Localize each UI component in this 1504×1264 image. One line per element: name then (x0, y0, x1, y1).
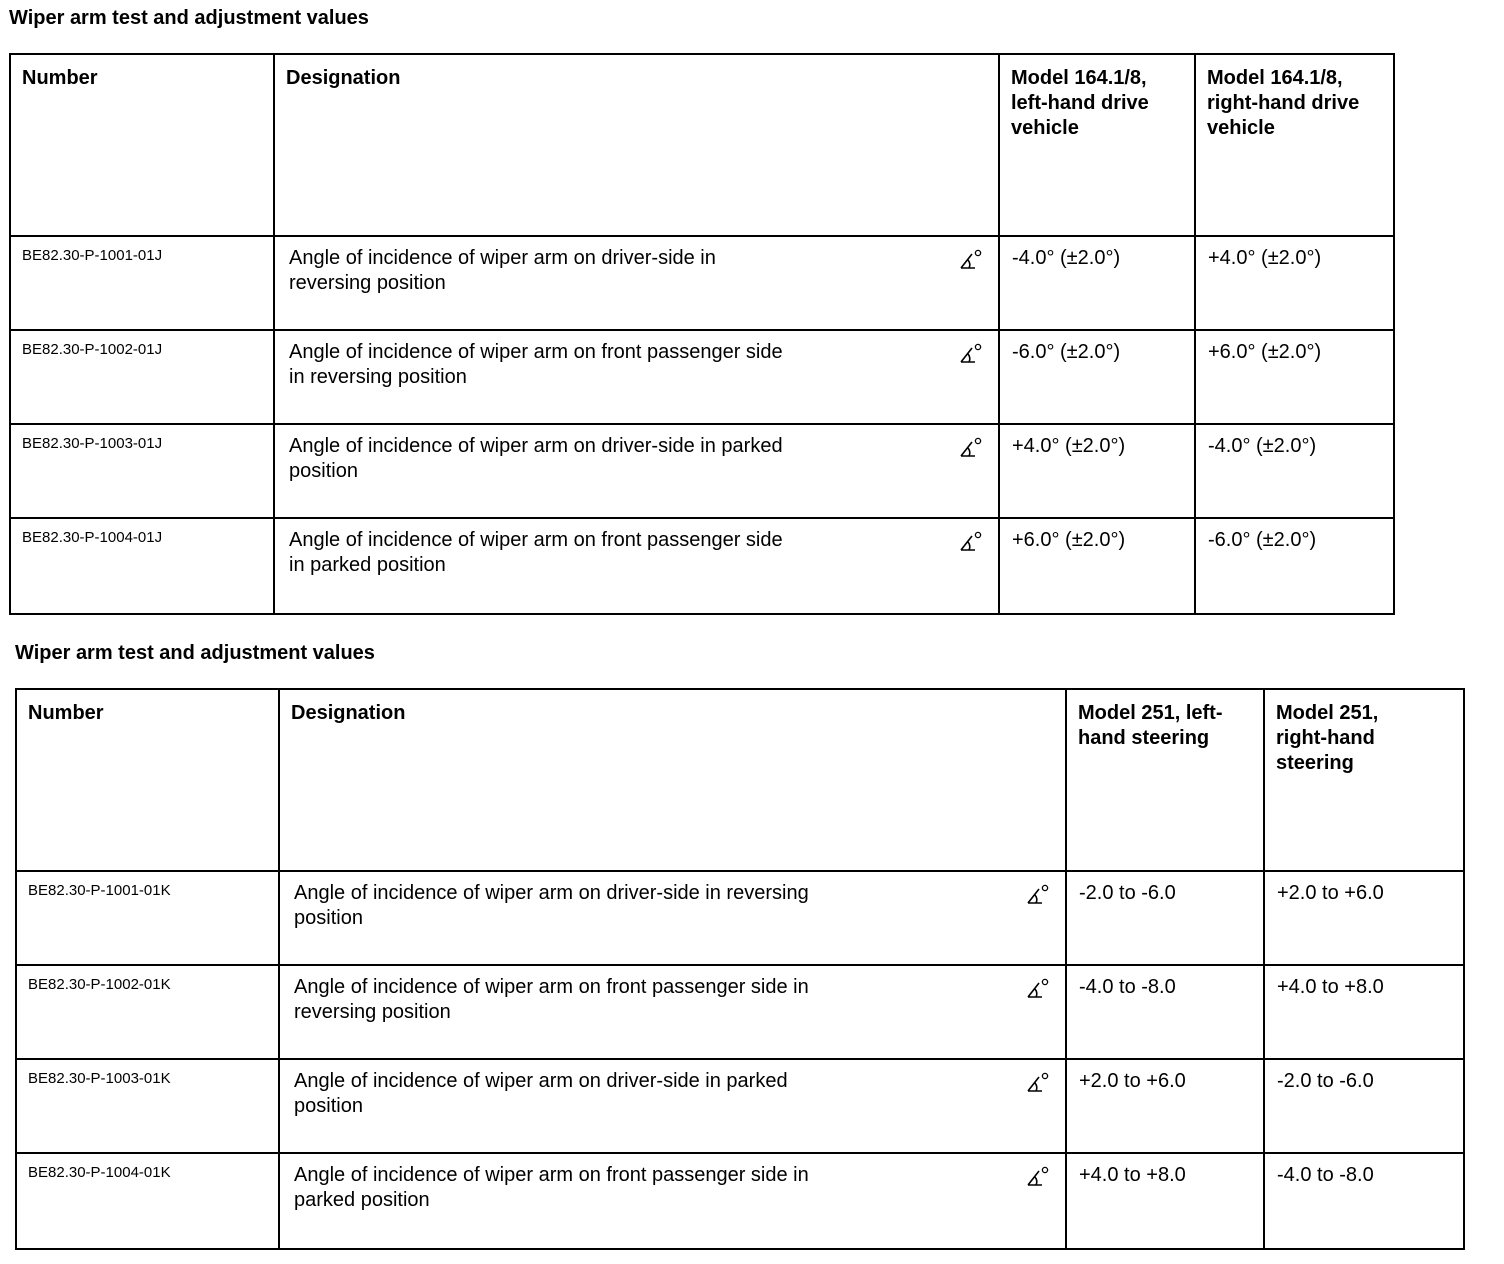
value-lhd: +2.0 to +6.0 (1066, 1059, 1264, 1153)
part-number: BE82.30-P-1004-01J (10, 518, 274, 614)
header-designation: Designation (279, 689, 1066, 871)
part-number: BE82.30-P-1003-01J (10, 424, 274, 518)
designation-text: Angle of incidence of wiper arm on front passenger side in parked position (294, 1164, 809, 1211)
angle-icon (960, 342, 982, 364)
value-lhd: -4.0° (±2.0°) (999, 236, 1195, 330)
designation-text: Angle of incidence of wiper arm on front passenger side in parked position (289, 529, 783, 576)
wiper-values-table-251 (15, 688, 1465, 1250)
designation-text: Angle of incidence of wiper arm on front passenger side in reversing position (289, 341, 783, 388)
angle-icon (1027, 977, 1049, 999)
value-rhd: -4.0 to -8.0 (1264, 1153, 1464, 1249)
angle-icon (1027, 1165, 1049, 1187)
table-1-title: Wiper arm test and adjustment values (9, 7, 369, 29)
header-lhd: Model 251, left- hand steering (1066, 689, 1264, 871)
value-rhd: +4.0 to +8.0 (1264, 965, 1464, 1059)
value-rhd: +4.0° (±2.0°) (1195, 236, 1394, 330)
value-rhd: +6.0° (±2.0°) (1195, 330, 1394, 424)
designation-text: Angle of incidence of wiper arm on driver-side in reversing position (289, 247, 716, 294)
table-2-title: Wiper arm test and adjustment values (15, 642, 375, 664)
designation-cell (274, 518, 999, 614)
designation-text: Angle of incidence of wiper arm on driver-side in reversing position (294, 882, 809, 929)
angle-icon (960, 248, 982, 270)
value-lhd: +6.0° (±2.0°) (999, 518, 1195, 614)
designation-cell (279, 871, 1066, 965)
value-rhd: +2.0 to +6.0 (1264, 871, 1464, 965)
designation-cell (274, 330, 999, 424)
header-rhd: Model 251, right-hand steering (1264, 689, 1464, 871)
part-number: BE82.30-P-1002-01K (16, 965, 279, 1059)
designation-text: Angle of incidence of wiper arm on driver-side in parked position (294, 1070, 788, 1117)
designation-cell (274, 236, 999, 330)
value-lhd: -2.0 to -6.0 (1066, 871, 1264, 965)
header-lhd: Model 164.1/8, left-hand drive vehicle (999, 54, 1195, 236)
part-number: BE82.30-P-1002-01J (10, 330, 274, 424)
value-lhd: +4.0 to +8.0 (1066, 1153, 1264, 1249)
table-row (10, 330, 1394, 424)
angle-icon (1027, 1071, 1049, 1093)
designation-cell (279, 1059, 1066, 1153)
header-rhd: Model 164.1/8, right-hand drive vehicle (1195, 54, 1394, 236)
table-row (16, 965, 1464, 1059)
part-number: BE82.30-P-1001-01J (10, 236, 274, 330)
part-number: BE82.30-P-1003-01K (16, 1059, 279, 1153)
table-header-row (16, 689, 1464, 871)
table-row (16, 871, 1464, 965)
header-number: Number (10, 54, 274, 236)
angle-icon (960, 436, 982, 458)
table-header-row (10, 54, 1394, 236)
header-number: Number (16, 689, 279, 871)
value-lhd: +4.0° (±2.0°) (999, 424, 1195, 518)
part-number: BE82.30-P-1004-01K (16, 1153, 279, 1249)
table-row (10, 236, 1394, 330)
part-number: BE82.30-P-1001-01K (16, 871, 279, 965)
designation-cell (279, 1153, 1066, 1249)
designation-text: Angle of incidence of wiper arm on front passenger side in reversing position (294, 976, 809, 1023)
designation-text: Angle of incidence of wiper arm on driver-side in parked position (289, 435, 783, 482)
value-lhd: -4.0 to -8.0 (1066, 965, 1264, 1059)
designation-cell (279, 965, 1066, 1059)
table-row (10, 518, 1394, 614)
header-designation: Designation (274, 54, 999, 236)
table-row (16, 1059, 1464, 1153)
table-row (10, 424, 1394, 518)
angle-icon (1027, 883, 1049, 905)
value-rhd: -2.0 to -6.0 (1264, 1059, 1464, 1153)
designation-cell (274, 424, 999, 518)
angle-icon (960, 530, 982, 552)
value-lhd: -6.0° (±2.0°) (999, 330, 1195, 424)
table-row (16, 1153, 1464, 1249)
value-rhd: -4.0° (±2.0°) (1195, 424, 1394, 518)
value-rhd: -6.0° (±2.0°) (1195, 518, 1394, 614)
wiper-values-table-164 (9, 53, 1395, 615)
